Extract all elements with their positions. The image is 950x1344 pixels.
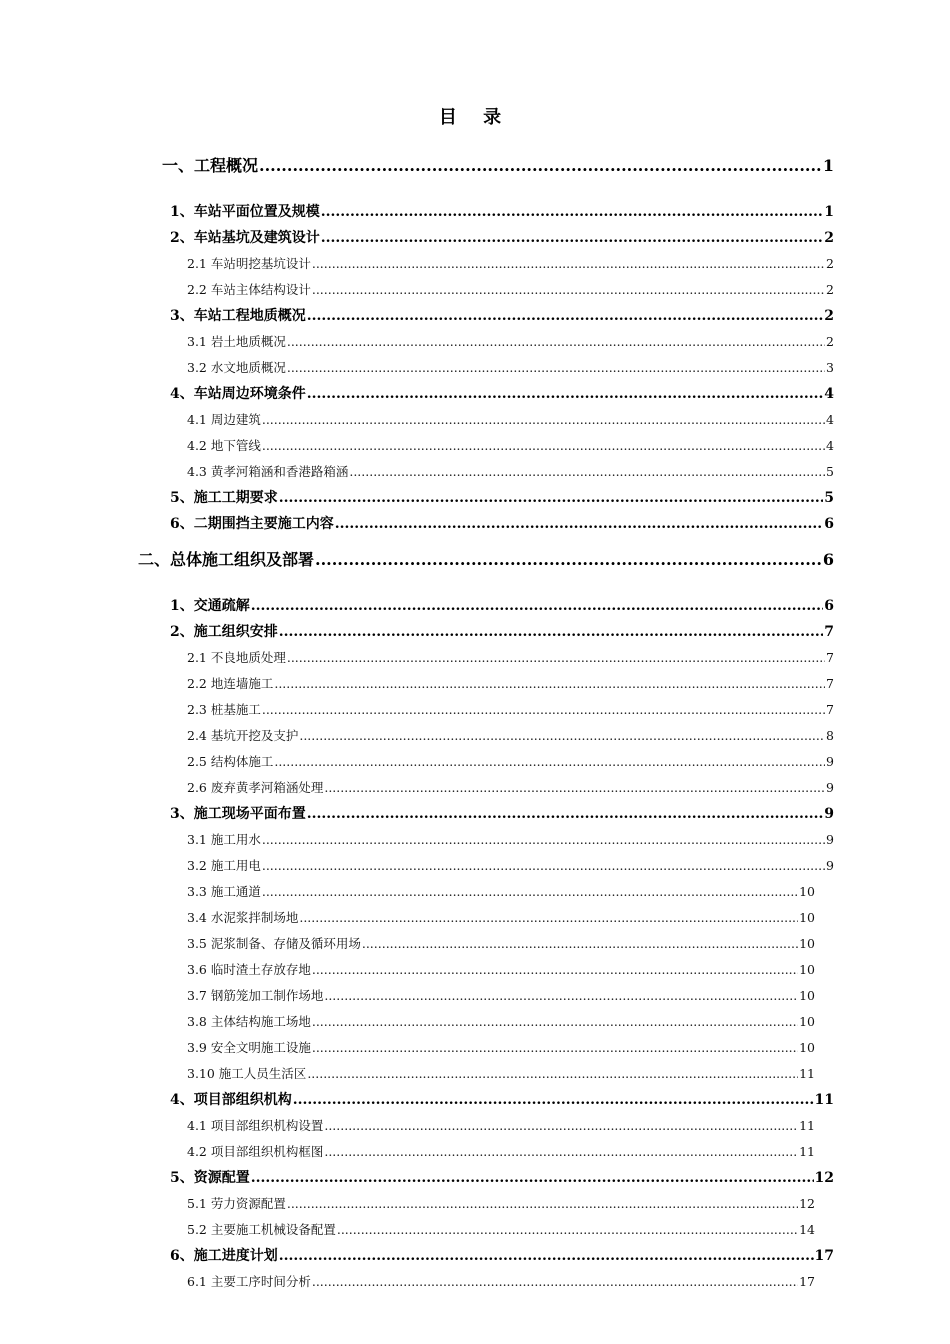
toc-page-number: 10 <box>799 1040 815 1055</box>
toc-entry[interactable] <box>187 438 834 454</box>
toc-entry-title: 2.4 基坑开挖及支护 <box>187 728 299 743</box>
toc-entry-title: 5、资源配置 <box>170 1170 250 1186</box>
toc-entry-title: 4.2 项目部组织机构框图 <box>187 1144 324 1159</box>
toc-entry-title: 2.5 结构体施工 <box>187 754 274 769</box>
toc-entry[interactable] <box>187 464 834 480</box>
toc-entry-title: 2、车站基坑及建筑设计 <box>170 230 320 246</box>
dot-leader <box>337 1222 798 1238</box>
toc-entry-title: 2.3 桩基施工 <box>187 702 261 717</box>
page-title: 目 录 <box>438 107 512 128</box>
toc-entry-title: 4.2 地下管线 <box>187 438 261 453</box>
toc-entry-title: 6.1 主要工序时间分析 <box>187 1274 311 1289</box>
dot-leader <box>315 550 822 570</box>
toc-entry-title: 3.4 水泥浆拌制场地 <box>187 910 299 925</box>
toc-entry-title: 一、工程概况 <box>162 156 259 175</box>
toc-entry[interactable] <box>162 156 834 176</box>
toc-page-number: 10 <box>799 988 815 1003</box>
dot-leader <box>262 884 798 900</box>
toc-page-number: 3 <box>826 360 834 375</box>
dot-leader <box>287 360 825 376</box>
toc-page-number: 9 <box>826 780 834 795</box>
toc-page-number: 1 <box>822 156 834 175</box>
toc-entry-title: 4.1 周边建筑 <box>187 412 261 427</box>
toc-page-number: 4 <box>826 438 834 453</box>
toc-entry[interactable] <box>187 1066 815 1082</box>
toc-entry[interactable] <box>170 203 834 221</box>
dot-leader <box>321 203 824 221</box>
toc-page-number: 2 <box>824 230 834 246</box>
toc-entry-title: 5.2 主要施工机械设备配置 <box>187 1222 336 1237</box>
toc-entry-title: 1、车站平面位置及规模 <box>170 204 320 220</box>
toc-page-number: 10 <box>799 1014 815 1029</box>
toc-entry[interactable] <box>187 754 834 770</box>
dot-leader <box>262 832 825 848</box>
toc-page-number: 9 <box>826 832 834 847</box>
toc-entry-title: 3.8 主体结构施工场地 <box>187 1014 311 1029</box>
toc-entry-title: 6、二期围挡主要施工内容 <box>170 516 334 532</box>
toc-entry-title: 2.6 废弃黄孝河箱涵处理 <box>187 780 324 795</box>
toc-entry-title: 3.7 钢筋笼加工制作场地 <box>187 988 324 1003</box>
toc-entry[interactable] <box>187 1274 815 1290</box>
dot-leader <box>324 780 825 796</box>
toc-entry-title: 2.1 车站明挖基坑设计 <box>187 256 311 271</box>
toc-entry[interactable] <box>187 676 834 692</box>
toc-entry[interactable] <box>187 282 834 298</box>
toc-page-number: 8 <box>826 728 834 743</box>
toc-page-number: 6 <box>824 516 834 532</box>
toc-entry[interactable] <box>187 650 834 666</box>
toc-page-number: 11 <box>814 1092 834 1108</box>
dot-leader <box>312 1274 798 1290</box>
dot-leader <box>321 229 824 247</box>
toc-entry-title: 3.5 泥浆制备、存储及循环用场 <box>187 936 361 951</box>
toc-page-number: 12 <box>814 1170 834 1186</box>
toc-entry-title: 二、总体施工组织及部署 <box>138 550 315 569</box>
toc-entry-title: 3.6 临时渣土存放存地 <box>187 962 311 977</box>
dot-leader <box>299 910 798 926</box>
toc-entry-title: 3.2 水文地质概况 <box>187 360 286 375</box>
toc-page-number: 10 <box>799 884 815 899</box>
toc-page-number: 4 <box>826 412 834 427</box>
dot-leader <box>324 1118 798 1134</box>
toc-page-number: 2 <box>826 282 834 297</box>
toc-entry-title: 5、施工工期要求 <box>170 490 278 506</box>
dot-leader <box>287 650 825 666</box>
toc-page-number: 7 <box>826 676 834 691</box>
dot-leader <box>262 702 825 718</box>
toc-entry[interactable] <box>187 1118 815 1134</box>
toc-page-number: 11 <box>799 1144 815 1159</box>
dot-leader <box>312 1040 798 1056</box>
toc-entry-title: 3.1 岩土地质概况 <box>187 334 286 349</box>
toc-entry[interactable] <box>187 1040 815 1056</box>
toc-page-number: 17 <box>799 1274 815 1289</box>
dot-leader <box>274 754 825 770</box>
toc-entry-title: 3、车站工程地质概况 <box>170 308 306 324</box>
toc-entry[interactable] <box>187 884 815 900</box>
toc-entry-title: 3.3 施工通道 <box>187 884 261 899</box>
toc-entry[interactable] <box>187 728 834 744</box>
toc-entry[interactable] <box>170 385 834 403</box>
toc-page-number: 11 <box>799 1118 815 1133</box>
toc-entry[interactable] <box>187 988 815 1004</box>
toc-page-number: 2 <box>824 308 834 324</box>
toc-page-number: 14 <box>799 1222 815 1237</box>
toc-entry-title: 5.1 劳力资源配置 <box>187 1196 286 1211</box>
toc-entry-title: 6、施工进度计划 <box>170 1248 278 1264</box>
toc-page-number: 11 <box>799 1066 815 1081</box>
dot-leader <box>335 515 824 533</box>
toc-page-number: 2 <box>826 334 834 349</box>
toc-page-number: 7 <box>826 702 834 717</box>
toc-entry[interactable] <box>170 229 834 247</box>
toc-entry[interactable] <box>138 550 834 570</box>
toc-page-number: 9 <box>826 754 834 769</box>
toc-entry[interactable] <box>187 1196 815 1212</box>
dot-leader <box>287 334 825 350</box>
toc-page-number: 9 <box>824 806 834 822</box>
toc-page-number: 10 <box>799 910 815 925</box>
toc-page-number: 17 <box>814 1248 834 1264</box>
dot-leader <box>349 464 825 480</box>
toc-page-number: 1 <box>824 204 834 220</box>
toc-entry-title: 3、施工现场平面布置 <box>170 806 306 822</box>
dot-leader <box>312 256 825 272</box>
toc-entry[interactable] <box>187 360 834 376</box>
toc-entry-title: 3.10 施工人员生活区 <box>187 1066 307 1081</box>
toc-entry[interactable] <box>187 832 834 848</box>
toc-entry[interactable] <box>170 623 834 641</box>
dot-leader <box>307 1066 798 1082</box>
toc-entry[interactable] <box>187 780 834 796</box>
dot-leader <box>293 1091 814 1109</box>
dot-leader <box>312 1014 798 1030</box>
toc-entry[interactable] <box>187 412 834 428</box>
toc-page-number: 4 <box>824 386 834 402</box>
toc-entry-title: 2.1 不良地质处理 <box>187 650 286 665</box>
dot-leader <box>262 858 825 874</box>
toc-entry-title: 2.2 地连墙施工 <box>187 676 274 691</box>
toc-page-number: 9 <box>826 858 834 873</box>
toc-entry-title: 4、车站周边环境条件 <box>170 386 306 402</box>
dot-leader <box>324 988 798 1004</box>
toc-page-number: 6 <box>824 598 834 614</box>
toc-entry[interactable] <box>187 858 834 874</box>
dot-leader <box>307 385 824 403</box>
toc-page-number: 5 <box>826 464 834 479</box>
dot-leader <box>262 438 825 454</box>
toc-entry[interactable] <box>187 702 834 718</box>
toc-entry[interactable] <box>170 597 834 615</box>
dot-leader <box>274 676 825 692</box>
dot-leader <box>251 597 824 615</box>
dot-leader <box>307 805 824 823</box>
toc-entry-title: 3.1 施工用水 <box>187 832 261 847</box>
toc-entry[interactable] <box>187 1014 815 1030</box>
toc-entry[interactable] <box>170 515 834 533</box>
toc-page-number: 7 <box>824 624 834 640</box>
toc-page-number: 6 <box>822 550 834 569</box>
toc-entry[interactable] <box>187 334 834 350</box>
toc-entry-title: 1、交通疏解 <box>170 598 250 614</box>
toc-entry[interactable] <box>187 936 815 952</box>
toc-entry-title: 2.2 车站主体结构设计 <box>187 282 311 297</box>
toc-entry-title: 3.2 施工用电 <box>187 858 261 873</box>
dot-leader <box>279 623 824 641</box>
toc-entry[interactable] <box>187 1144 815 1160</box>
dot-leader <box>312 282 825 298</box>
dot-leader <box>299 728 825 744</box>
dot-leader <box>312 962 798 978</box>
toc-entry[interactable] <box>187 1222 815 1238</box>
dot-leader <box>307 307 824 325</box>
toc-entry-title: 4.1 项目部组织机构设置 <box>187 1118 324 1133</box>
dot-leader <box>287 1196 798 1212</box>
dot-leader <box>324 1144 798 1160</box>
toc-entry-title: 2、施工组织安排 <box>170 624 278 640</box>
toc-page-number: 10 <box>799 962 815 977</box>
dot-leader <box>279 1247 814 1265</box>
dot-leader <box>279 489 824 507</box>
toc-entry[interactable] <box>170 489 834 507</box>
toc-page-number: 10 <box>799 936 815 951</box>
toc-entry[interactable] <box>170 805 834 823</box>
toc-entry[interactable] <box>187 962 815 978</box>
toc-entry[interactable] <box>187 256 834 272</box>
toc-page-number: 12 <box>799 1196 815 1211</box>
dot-leader <box>251 1169 814 1187</box>
toc-page-number: 2 <box>826 256 834 271</box>
toc-entry-title: 3.9 安全文明施工设施 <box>187 1040 311 1055</box>
toc-page-number: 7 <box>826 650 834 665</box>
toc-entry[interactable] <box>170 1091 834 1109</box>
dot-leader <box>259 156 822 176</box>
dot-leader <box>262 412 825 428</box>
toc-entry-title: 4.3 黄孝河箱涵和香港路箱涵 <box>187 464 349 479</box>
toc-entry[interactable] <box>170 1169 834 1187</box>
toc-entry[interactable] <box>170 307 834 325</box>
toc-entry-title: 4、项目部组织机构 <box>170 1092 292 1108</box>
toc-entry[interactable] <box>187 910 815 926</box>
toc-page-number: 5 <box>824 490 834 506</box>
toc-entry[interactable] <box>170 1247 834 1265</box>
dot-leader <box>362 936 798 952</box>
